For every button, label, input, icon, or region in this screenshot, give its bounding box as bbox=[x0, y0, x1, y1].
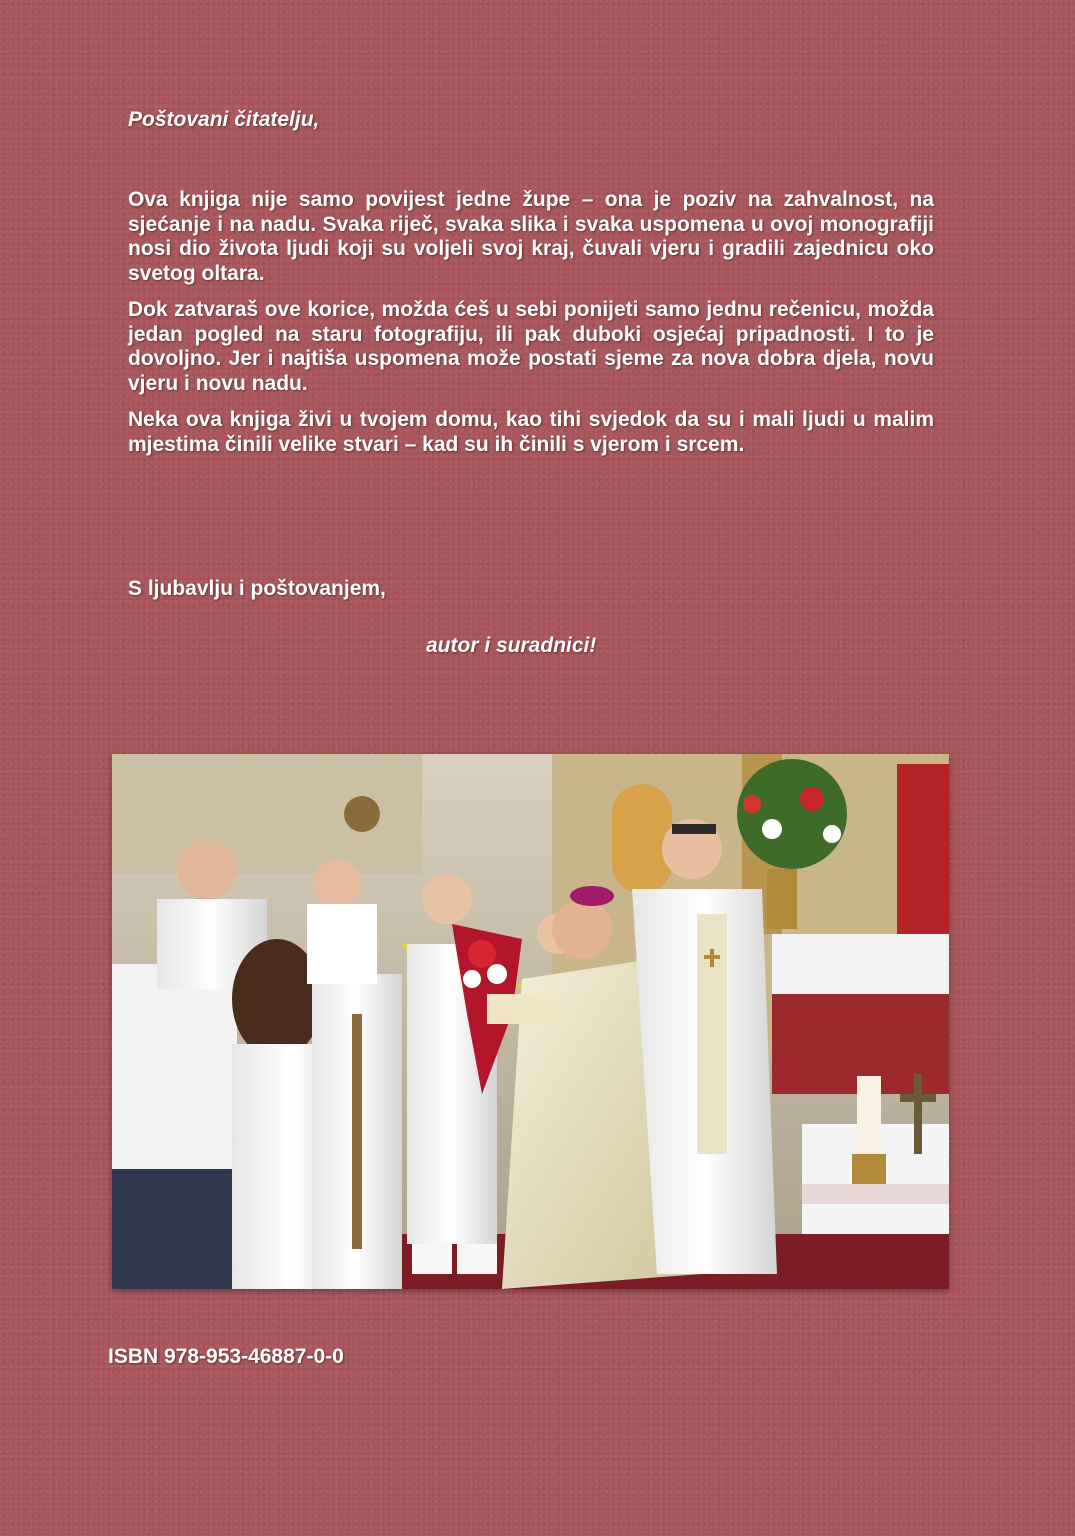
letter-paragraph-1: Ova knjiga nije samo povijest jedne župe – ona je poziv na zahvalnost, na sjećanje i na nadu. Svaka riječ, svaka slika i svaka uspomena u ovoj monografiji nosi dio života ljudi koji su voljeli svoj kraj, čuvali vjeru i gradili zajednicu oko svetog oltara. bbox=[128, 188, 934, 285]
isbn-number: ISBN 978-953-46887-0-0 bbox=[108, 1345, 344, 1368]
letter-paragraph-3: Neka ova knjiga živi u tvojem domu, kao tihi svjedok da su i mali ljudi u malim mjestima činili velike stvari – kad su ih činili s vjerom i srcem. bbox=[128, 408, 934, 456]
letter-closing: S ljubavlju i poštovanjem, bbox=[128, 577, 386, 600]
letter-paragraph-2: Dok zatvaraš ove korice, možda ćeš u sebi ponijeti samo jednu rečenicu, možda jedan pogled na staru fotografiju, ili pak duboki osjećaj pripadnosti. I to je dovoljno. Jer i najtiša uspomena može postati sjeme za nova dobra djela, novu vjeru i novu nadu. bbox=[128, 298, 934, 395]
letter-body bbox=[128, 188, 934, 469]
letter-signature: autor i suradnici! bbox=[426, 634, 597, 657]
church-ceremony-photo bbox=[112, 754, 949, 1289]
letter-greeting: Poštovani čitatelju, bbox=[128, 108, 320, 131]
